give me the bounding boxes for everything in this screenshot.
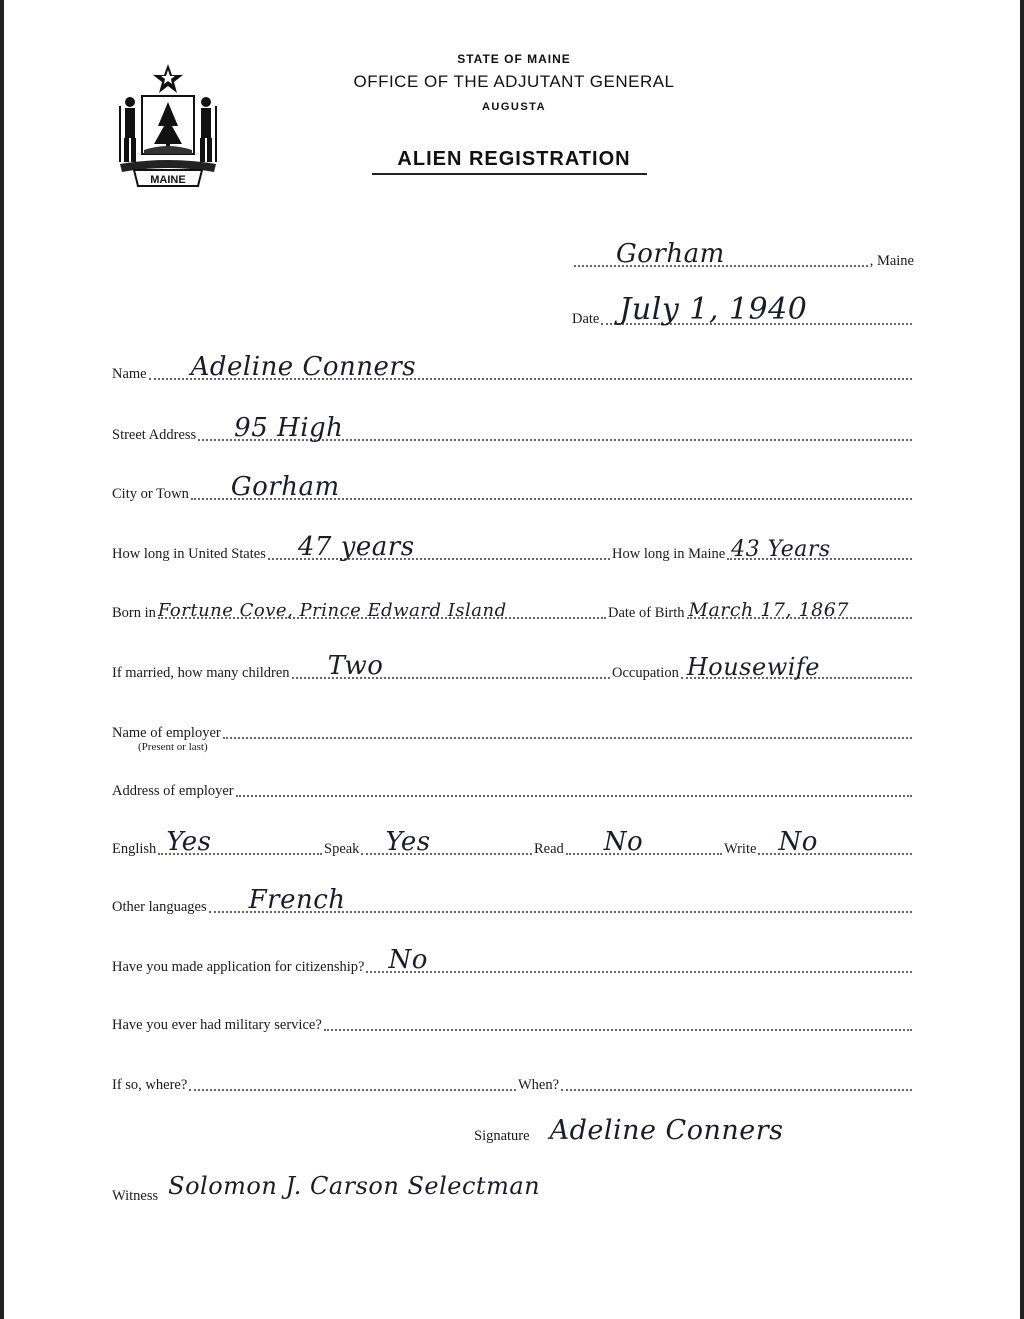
read-label: Read [534, 841, 564, 857]
military-row [112, 996, 914, 1036]
place-label: , Maine [869, 253, 914, 269]
seal-banner-text: MAINE [150, 174, 186, 186]
how-long-us-label: How long in United States [112, 546, 266, 562]
where-field[interactable] [189, 1051, 516, 1091]
children-value: Two [327, 651, 384, 681]
english-label: English [112, 841, 157, 857]
children-row [112, 644, 612, 684]
born-in-row [112, 584, 608, 624]
employer-address-field[interactable] [236, 757, 912, 797]
how-long-us-value: 47 years [297, 532, 415, 562]
date-value: July 1, 1940 [619, 292, 808, 327]
citizenship-value: No [388, 945, 428, 975]
how-long-maine-row [612, 525, 914, 565]
write-value: No [778, 827, 818, 857]
born-in-field[interactable] [158, 579, 606, 619]
how-long-us-field[interactable] [268, 520, 610, 560]
where-label: If so, where? [112, 1077, 188, 1093]
street-address-label: Street Address [112, 427, 197, 443]
witness-label: Witness [112, 1188, 159, 1204]
street-address-value: 95 High [234, 413, 344, 443]
when-label: When? [518, 1077, 560, 1093]
city-field[interactable] [191, 460, 912, 500]
name-value: Adeline Conners [190, 352, 417, 382]
witness-row [112, 1167, 672, 1207]
signature-value: Adeline Conners [549, 1115, 784, 1146]
citizenship-field[interactable] [366, 933, 912, 973]
occupation-label: Occupation [612, 665, 679, 681]
date-field[interactable] [601, 285, 912, 325]
english-field[interactable] [158, 815, 322, 855]
street-address-field[interactable] [198, 401, 912, 441]
header-state: STATE OF MAINE [457, 52, 571, 66]
date-of-birth-field[interactable] [687, 579, 912, 619]
read-field[interactable] [566, 815, 722, 855]
military-field[interactable] [324, 991, 912, 1031]
place-value: Gorham [616, 239, 725, 269]
signature-field[interactable] [532, 1104, 912, 1146]
how-long-maine-value: 43 Years [731, 537, 831, 562]
speak-value: Yes [385, 827, 431, 857]
signature-row [474, 1107, 914, 1147]
other-languages-row [112, 878, 914, 918]
english-row [112, 820, 324, 860]
street-address-row [112, 406, 914, 446]
employer-label: Name of employer [112, 725, 221, 741]
when-field[interactable] [561, 1051, 912, 1091]
read-row [534, 820, 724, 860]
employer-sublabel: (Present or last) [138, 741, 208, 753]
citizenship-label: Have you made application for citizenship? [112, 959, 365, 975]
date-row [572, 290, 914, 330]
where-row [112, 1056, 518, 1096]
header-city: AUGUSTA [481, 101, 547, 113]
speak-row [324, 820, 534, 860]
form-title: ALIEN REGISTRATION [397, 148, 631, 170]
citizenship-row [112, 938, 914, 978]
speak-label: Speak [324, 841, 360, 857]
write-label: Write [724, 841, 757, 857]
occupation-value: Housewife [686, 653, 821, 681]
place-field[interactable] [574, 227, 868, 267]
born-in-value: Fortune Cove, Prince Edward Island [157, 600, 507, 621]
date-of-birth-value: March 17, 1867 [688, 599, 849, 621]
occupation-field[interactable] [681, 639, 912, 679]
how-long-maine-field[interactable] [727, 520, 912, 560]
write-row [724, 820, 914, 860]
how-long-maine-label: How long in Maine [612, 546, 726, 562]
employer-field[interactable] [223, 699, 912, 739]
other-languages-field[interactable] [209, 873, 912, 913]
date-of-birth-label: Date of Birth [608, 605, 685, 621]
when-row [518, 1056, 914, 1096]
witness-field[interactable] [160, 1164, 670, 1202]
children-label: If married, how many children [112, 665, 290, 681]
city-label: City or Town [112, 486, 189, 502]
how-long-us-row [112, 525, 612, 565]
signature-label: Signature [474, 1128, 530, 1144]
read-value: No [603, 827, 644, 857]
place-row [572, 232, 914, 272]
witness-value: Solomon J. Carson Selectman [168, 1172, 541, 1200]
city-value: Gorham [230, 472, 340, 502]
employer-address-row [112, 762, 914, 802]
other-languages-value: French [248, 885, 346, 915]
english-value: Yes [166, 827, 212, 857]
name-label: Name [112, 366, 147, 382]
speak-field[interactable] [361, 815, 532, 855]
header-office: OFFICE OF THE ADJUTANT GENERAL [353, 72, 675, 91]
born-in-label: Born in [112, 605, 156, 621]
name-row [112, 345, 914, 385]
occupation-row [612, 644, 914, 684]
write-field[interactable] [758, 815, 912, 855]
title-underline [372, 173, 647, 175]
employer-row [112, 704, 914, 744]
military-label: Have you ever had military service? [112, 1017, 322, 1033]
name-field[interactable] [149, 340, 912, 380]
employer-address-label: Address of employer [112, 783, 234, 799]
city-row [112, 465, 914, 505]
maine-state-seal-icon [112, 62, 224, 188]
other-languages-label: Other languages [112, 899, 207, 915]
date-label: Date [572, 311, 600, 327]
date-of-birth-row [608, 584, 914, 624]
children-field[interactable] [292, 639, 610, 679]
